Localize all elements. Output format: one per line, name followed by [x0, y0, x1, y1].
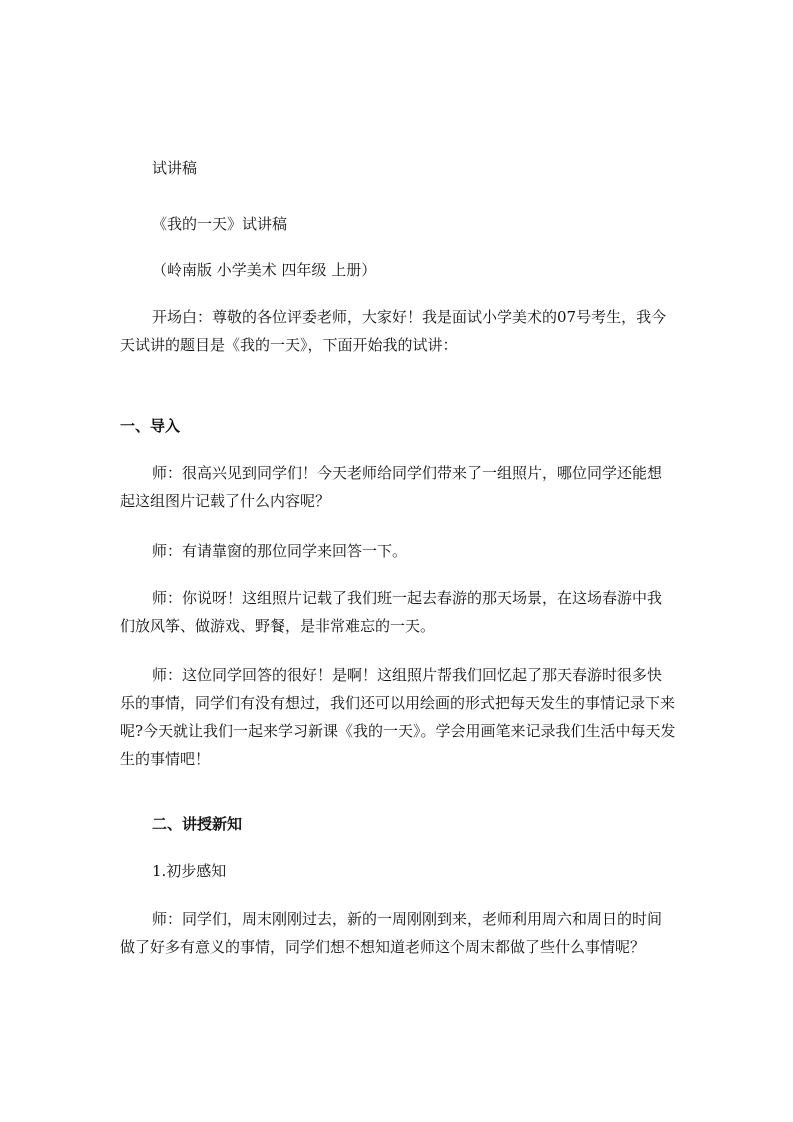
- doc-label: 试讲稿: [152, 159, 198, 177]
- doc-title: 《我的一天》试讲稿: [152, 215, 288, 233]
- doc-subtitle: （岭南版 小学美术 四年级 上册）: [152, 261, 377, 279]
- paragraph: 师：有请靠窗的那位同学来回答一下。: [152, 542, 408, 560]
- section-heading-intro: 一、导入: [120, 417, 181, 435]
- opening-paragraph: 开场白：尊敬的各位评委老师，大家好！我是面试小学美术的07号考生，我今天试讲的题目是《我的一天》，下面开始我的试讲：: [120, 308, 667, 354]
- paragraph: 师：你说呀！这组照片记载了我们班一起去春游的那天场景，在这场春游中我们放风筝、做游戏、野餐，是非常难忘的一天。: [120, 589, 663, 635]
- subsection-heading: 1.初步感知: [152, 862, 227, 880]
- paragraph: 师：这位同学回答的很好！是啊！这组照片帮我们回忆起了那天春游时很多快乐的事情，同学们有没有想过，我们还可以用绘画的形式把每天发生的事情记录下来呢?今天就让我们一起来学习新课《我的一天》。学会用画笔来记录我们生活中每天发生的事情吧！: [120, 666, 676, 768]
- section-heading-new-knowledge: 二、讲授新知: [152, 815, 243, 833]
- paragraph: 师：同学们，周末刚刚过去，新的一周刚刚到来，老师利用周六和周日的时间做了好多有意义的事情，同学们想不想知道老师这个周末都做了些什么事情呢？: [120, 910, 663, 956]
- paragraph: 师：很高兴见到同学们！今天老师给同学们带来了一组照片，哪位同学还能想起这组图片记载了什么内容呢？: [120, 464, 663, 510]
